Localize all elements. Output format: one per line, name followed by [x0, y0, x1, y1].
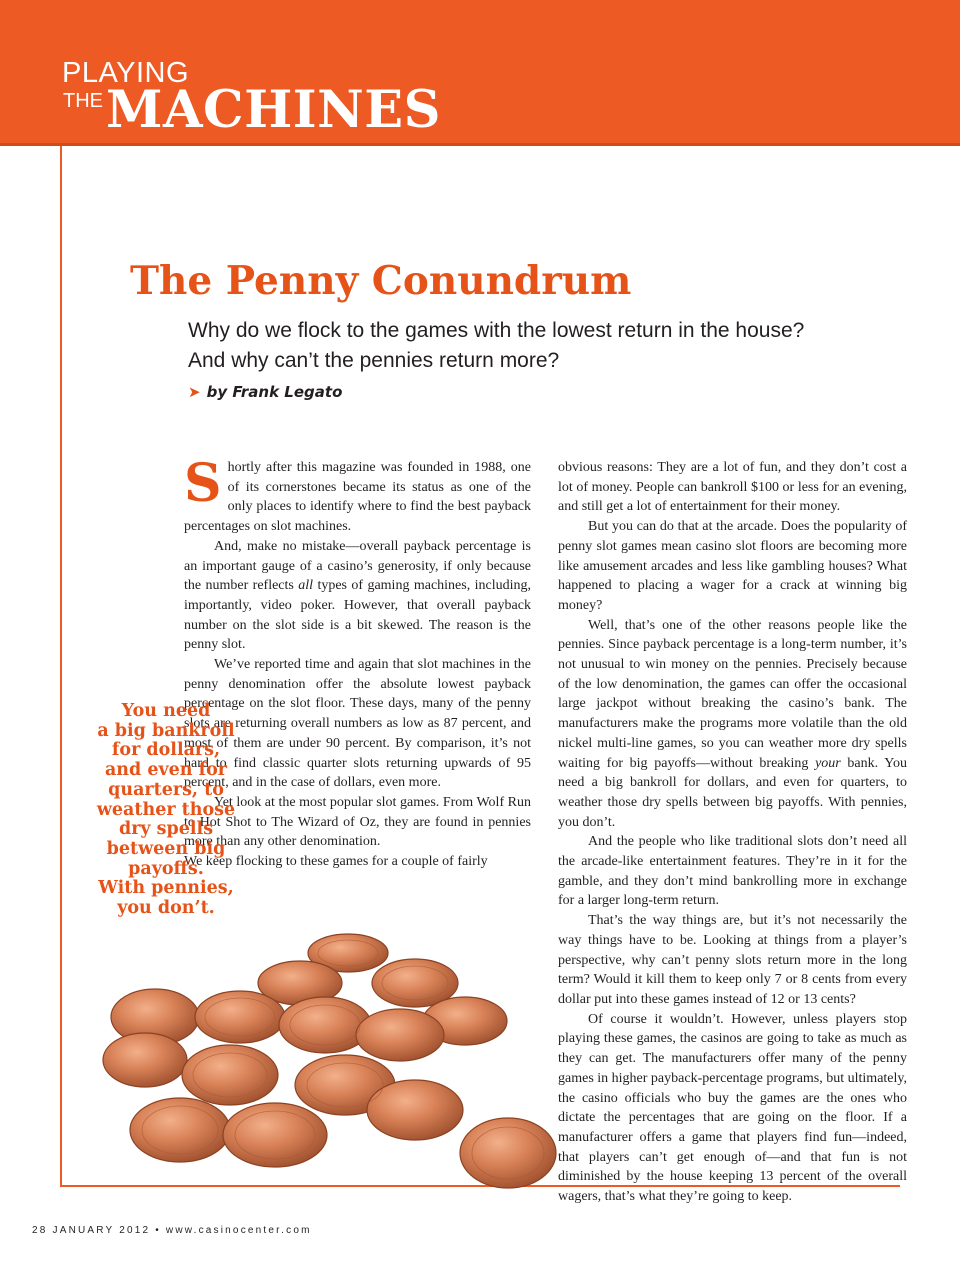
penny-coin: [223, 1103, 327, 1167]
pull-quote-line: weather those: [96, 799, 236, 820]
paragraph: Of course it wouldn’t. However, unless players stop playing these games, the casinos are going to take as much as they can get. The manufacturers offer many of the penny games in higher payback-percentage programs, but ultimately, the casino officials who buy the games are the ones who dictate the percentages that are going on the floor. If a manufacturer offers a game that players find fun—indeed, that players can’t get enough of—and that fun is not diminished by the house keeping 13 percent of the overall wagers, that’s what they’re going to keep.: [558, 1011, 907, 1205]
article-column-right: [558, 458, 907, 1207]
penny-coin: [103, 1033, 187, 1087]
pull-quote-line: quarters, to: [108, 779, 224, 800]
pull-quote-line: a big bankroll: [97, 720, 235, 741]
pennies-photo: [100, 925, 570, 1195]
byline: [188, 381, 342, 403]
penny-coin: [367, 1080, 463, 1140]
penny-coin: [182, 1045, 278, 1105]
article-title: The Penny Conundrum: [130, 258, 632, 304]
paragraph: Well, that’s one of the other reasons people like the pennies. Since payback percentage is a long-term number, it’s not unusual to win money on the pennies. Precisely because of the low denomination, the games can offer the occasional large jackpot without breaking the casino’s bank. The manufacturers make the programs more volatile than the old nickel multi-line games, so you can weather more dry spells waiting for big payoffs—without breaking your bank. You need a big bankroll for dollars, and even for quarters, to weather those dry spells between big payoffs. With pennies, you don’t.: [558, 617, 908, 830]
drop-cap: S: [184, 453, 222, 514]
penny-coin: [279, 997, 371, 1053]
pull-quote-line: You need: [121, 701, 211, 721]
paragraph: hortly after this magazine was founded in 1988, one of its cornerstones became its status as one of the only places to identify where to find the best payback percentages on slot machines.: [184, 460, 531, 535]
paragraph: And, make no mistake—overall payback percentage is an important gauge of a casino’s generosity, if only because the number reflects all types of gaming machines, including, importantly, video poker. However, that overall payback number on the slot side is a bit skewed. The reason is the penny slot.: [184, 538, 531, 653]
paragraph: We’ve reported time and again that slot machines in the penny denomination offer the absolute lowest payback percentage on the slot floor. These days, many of the penny slots are returning overall numbers as low as 87 percent, and most of them are under 90 percent. By comparison, it’s not hard to find classic quarter slots returning upwards of 95 percent, and in the case of dollars, even more.: [184, 657, 531, 791]
pull-quote-line: you don’t.: [117, 898, 215, 919]
pull-quote: [92, 702, 240, 919]
pull-quote-line: With pennies,: [98, 878, 234, 899]
paragraph: But you can do that at the arcade. Does the popularity of penny slot games mean casino slot floors are becoming more like amusement arcades and less like gambling houses? What happened to placing a wager for a crack at winning big money?: [558, 519, 907, 613]
pull-quote-line: dry spells: [118, 819, 214, 840]
page-footer: 28 JANUARY 2012 • www.casinocenter.com: [32, 1225, 312, 1236]
pull-quote-line: for dollars,: [111, 740, 221, 761]
paragraph: That’s the way things are, but it’s not necessarily the way things have to be. Looking at things from a player’s perspective, why can’t penny slots return more in the long term? Would it kill them to keep only 7 or 8 cents from every dollar put into these games instead of 12 or 13 cents?: [558, 913, 907, 1007]
banner-divider: [0, 143, 960, 146]
penny-coin: [356, 1009, 444, 1061]
paragraph: We keep flocking to these games for a couple of fairly: [184, 854, 488, 870]
paragraph: Yet look at the most popular slot games. From Wolf Run to Hot Shot to The Wizard of Oz, they are found in pennies more than any other denomination.: [184, 794, 531, 850]
penny-coin: [460, 1118, 556, 1188]
section-label-playing: PLAYING: [62, 57, 190, 89]
deck-line: And why can’t the pennies return more?: [188, 349, 560, 372]
section-label-machines: MACHINES: [106, 80, 441, 140]
penny-coin: [195, 991, 285, 1043]
paragraph: And the people who like traditional slots don’t need all the arcade-like entertainment features. They’re in it for the gamble, and they don’t mind bankrolling more in exchange for a larger long-term return.: [558, 834, 907, 909]
arrow-icon: ➤: [188, 383, 201, 401]
pull-quote-line: payoffs.: [128, 858, 204, 879]
article-deck: [188, 316, 908, 376]
penny-coin: [130, 1098, 230, 1162]
page-frame-left-rule: [60, 146, 62, 1186]
paragraph: obvious reasons: They are a lot of fun, and they don’t cost a lot of money. People can bankroll $100 or less for an evening, and still get a lot of entertainment for their money.: [558, 460, 907, 515]
pull-quote-line: between big: [106, 838, 226, 859]
pull-quote-line: and even for: [104, 760, 228, 781]
section-label-the: THE: [63, 90, 103, 112]
byline-text: by Frank Legato: [206, 383, 343, 401]
deck-line: Why do we flock to the games with the lowest return in the house?: [188, 319, 805, 342]
